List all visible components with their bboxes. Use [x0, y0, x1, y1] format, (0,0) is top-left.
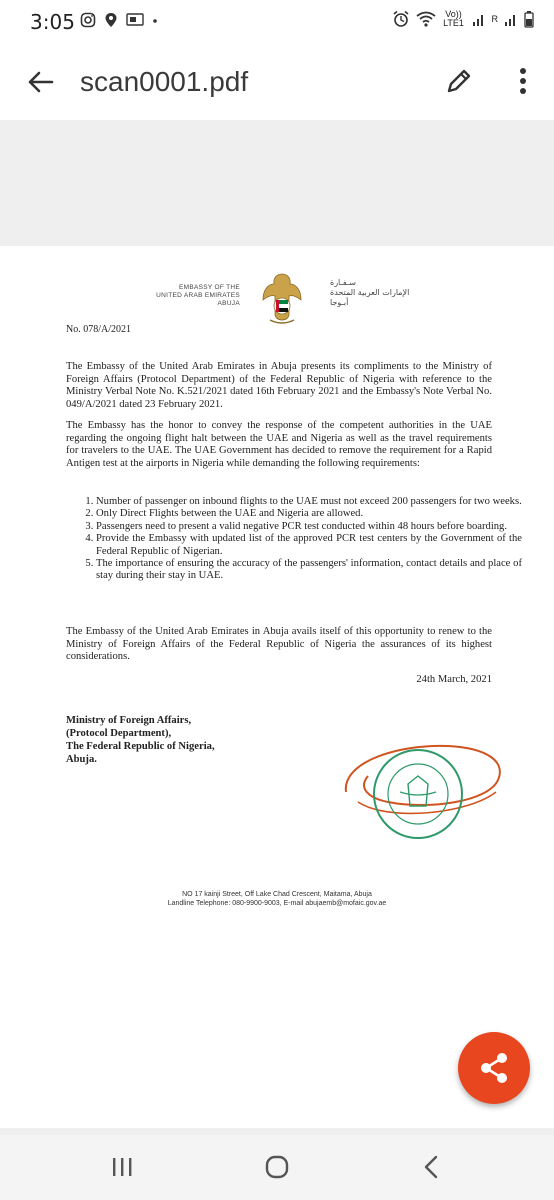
addressee-line: The Federal Republic of Nigeria,: [66, 741, 215, 752]
header-ar-line: سـفـارة: [330, 278, 356, 287]
addressee-line: Ministry of Foreign Affairs,: [66, 715, 192, 726]
header-en-line: UNITED ARAB EMIRATES: [156, 292, 240, 299]
status-bar: [0, 0, 554, 44]
list-item: 1. Number of passenger on inbound flights to the UAE must not exceed 200 passengers for two weeks.: [96, 496, 522, 508]
letterhead-footer: [0, 890, 554, 908]
network-label: Vo)) LTE1: [443, 9, 464, 28]
location-icon: [104, 12, 118, 28]
list-item: 5. The importance of ensuring the accuracy of the passengers' information, contact details and place of stay during their stay in UAE.: [96, 558, 522, 583]
header-en-line: ABUJA: [217, 300, 240, 307]
header-en-line: EMBASSY OF THE: [178, 284, 240, 291]
roaming-label: R: [491, 14, 498, 24]
official-stamp-signature-icon: [338, 732, 508, 842]
back-icon[interactable]: [412, 1151, 452, 1183]
signal-1-icon: [472, 11, 486, 27]
screen-cast-icon: [126, 12, 144, 28]
header-ar-line: الإمارات العربية المتحدة: [330, 288, 410, 297]
paragraph-closing: The Embassy of the United Arab Emirates in Abuja avails itself of this opportunity to renew to the Ministry of Foreign Affairs of the Federal Republic of Nigeria the assurances of its highest considerations.: [66, 626, 492, 662]
requirements-list: [66, 496, 522, 583]
paragraph-response: The Embassy has the honor to convey the response of the competent authorities in the UAE regarding the ongoing flight halt between the UAE and Nigeria as well as the travel requirements for travelers to the UAE. The UAE Government has decided to remove the requirement for a Rapid Antigen test at the airports in Nigeria while demanding the following requirements:: [66, 420, 492, 469]
recent-apps-icon[interactable]: [102, 1151, 142, 1183]
pdf-viewer[interactable]: [0, 120, 554, 1135]
back-arrow-icon[interactable]: [22, 62, 62, 102]
header-ar-line: أبـوجا: [330, 298, 349, 307]
status-right-icons: [392, 10, 535, 28]
signal-2-icon: [504, 11, 518, 27]
edit-pencil-icon[interactable]: [442, 64, 476, 98]
status-left-icons: [80, 12, 158, 28]
home-icon[interactable]: [257, 1151, 297, 1183]
embassy-name-en: [140, 284, 240, 308]
letter-date: 24th March, 2021: [416, 674, 492, 685]
share-icon: [458, 1032, 530, 1104]
addressee-line: Abuja.: [66, 754, 97, 765]
instagram-icon: [80, 12, 96, 28]
addressee-line: (Protocol Department),: [66, 728, 172, 739]
addressee-block: [66, 714, 215, 766]
pdf-page: [0, 246, 554, 1128]
list-item: 4. Provide the Embassy with updated list of the approved PCR test centers by the Government of the Federal Republic of Nigerian.: [96, 533, 522, 558]
app-bar: [0, 44, 554, 120]
dot-icon: [152, 12, 158, 28]
list-item: 3. Passengers need to present a valid negative PCR test conducted within 48 hours before boarding.: [96, 521, 522, 533]
embassy-name-ar: [330, 278, 420, 308]
file-title: scan0001.pdf: [80, 66, 249, 97]
reference-number: No. 078/A/2021: [66, 324, 131, 335]
more-vert-icon[interactable]: [514, 64, 532, 98]
footer-address: NO 17 kainji Street, Off Lake Chad Crescent, Maitama, Abuja: [182, 891, 372, 898]
status-time: 3:05: [30, 10, 75, 34]
paragraph-intro: The Embassy of the United Arab Emirates in Abuja presents its compliments to the Ministry of Foreign Affairs (Protocol Department) of the Federal Republic of Nigeria with reference to the Ministry Verbal Note No. K.521/2021 dated 16th February 2021 and the Embassy's Note Verbal No. 049/A/2021 dated 23 February 2021.: [66, 361, 492, 410]
list-item: 2. Only Direct Flights between the UAE and Nigeria are allowed.: [96, 508, 522, 520]
footer-contact: Landline Telephone: 080-9900-9003, E-mail abujaemb@mofaic.gov.ae: [167, 900, 387, 907]
wifi-icon: [416, 11, 436, 27]
battery-icon: [524, 10, 534, 28]
share-button[interactable]: [458, 1032, 530, 1104]
uae-eagle-crest-icon: [260, 270, 304, 330]
navigation-bar: [0, 1135, 554, 1200]
alarm-icon: [392, 10, 410, 28]
